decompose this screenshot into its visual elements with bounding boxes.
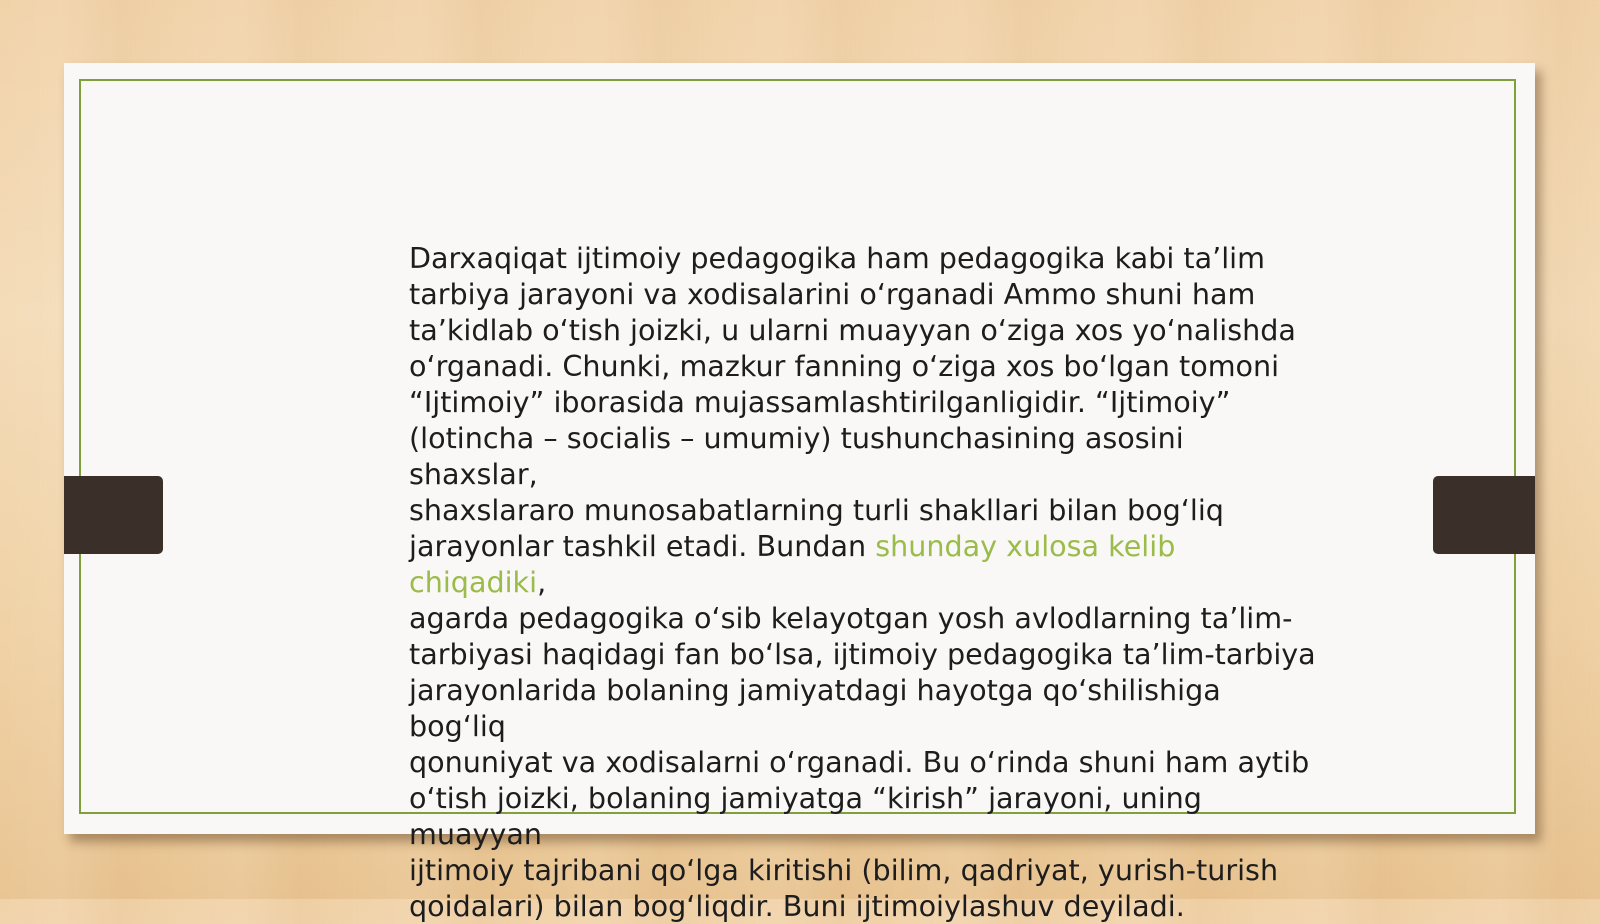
slide-card: [64, 63, 1535, 923]
left-binder-clip: [64, 476, 163, 554]
body-text-part-1: Darxaqiqat ijtimoiy pedagogika ham pedagogika kabi ta’lim tarbiya jarayoni va xodisalarini o‘rganadi Ammo shuni ham ta’kidlab o‘tish joizki, u ularni muayyan o‘ziga xos yo‘nalishda o‘rganadi. Chunki, mazkur fanning o‘ziga xos bo‘lgan tomoni “Ijtimoiy” iborasida mujassamlashtirilganligidir. “Ijtimoiy” (lotincha – socialis – umumiy) tushunchasining asosini shaxslar, shaxslararo munosabatlarning turli shakllari bilan bog‘liq jarayonlar tashkil etadi. Bundan: [409, 241, 1296, 563]
slide-body-text: [409, 240, 1319, 924]
right-binder-clip: [1433, 476, 1535, 554]
body-text-part-2: , agarda pedagogika o‘sib kelayotgan yosh avlodlarning ta’lim- tarbiyasi haqidagi fan bo‘lsa, ijtimoiy pedagogika ta’lim-tarbiya jarayonlarida bolaning jamiyatdagi hayotga qo‘shilishiga bog‘liq qonuniyat va xodisalarni o‘rganadi. Bu o‘rinda shuni ham aytib o‘tish joizki, bolaning jamiyatga “kirish” jarayoni, uning muayyan ijtimoiy tajribani qo‘lga kiritishi (bilim, qadriyat, yurish-turish qoidalari) bilan bog‘liqdir. Buni ijtimoiylashuv deyiladi.: [409, 565, 1316, 923]
highlighted-phrase: shunday xulosa kelib chiqadiki: [409, 529, 1176, 599]
